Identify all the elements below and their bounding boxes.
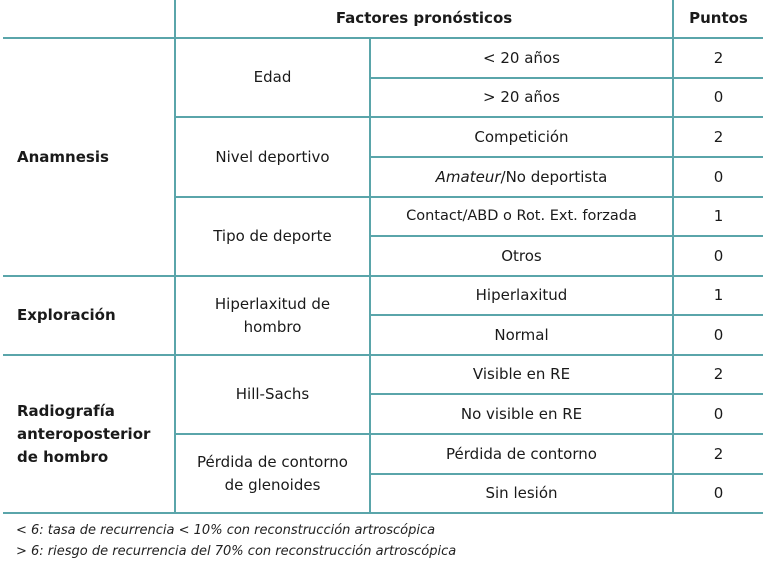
- factor-line: hombro: [243, 317, 302, 336]
- section-anamnesis: Anamnesis: [17, 147, 109, 166]
- option-points: 0: [713, 88, 724, 106]
- section-line: de hombro: [17, 447, 109, 466]
- option-label: Sin lesión: [485, 484, 558, 502]
- section-radiografia: [3, 356, 174, 512]
- option-points: 0: [713, 167, 724, 186]
- option-label: No visible en RE: [460, 404, 583, 423]
- section-exploracion: Exploración: [17, 306, 116, 324]
- option-label: Contact/ABD o Rot. Ext. forzada: [406, 208, 637, 224]
- option-label-rest: /No deportista: [500, 167, 608, 186]
- option-label: Normal: [494, 325, 549, 344]
- option-points: 1: [713, 286, 724, 304]
- option-points: 0: [713, 404, 724, 423]
- header-points: Puntos: [689, 9, 748, 27]
- footnote-high-score: > 6: riesgo de recurrencia del 70% con reconstrucción artroscópica: [16, 544, 457, 559]
- option-label: Competición: [474, 127, 569, 146]
- factor-line: Hiperlaxitud de: [214, 294, 331, 313]
- factor-hill-sachs: Hill-Sachs: [235, 385, 310, 403]
- option-label: Otros: [501, 246, 542, 265]
- factor-tipo-deporte: Tipo de deporte: [213, 227, 332, 245]
- footnote-low-score: < 6: tasa de recurrencia < 10% con reconstrucción artroscópica: [16, 523, 436, 538]
- rule-table-bottom: [3, 512, 763, 514]
- option-points: 2: [713, 365, 724, 383]
- factor-line: de glenoides: [224, 475, 321, 494]
- section-line: Radiografía: [17, 401, 115, 420]
- option-points: 0: [713, 484, 724, 502]
- option-label: Pérdida de contorno: [446, 444, 597, 463]
- option-points: 2: [713, 444, 724, 463]
- factor-edad: Edad: [253, 68, 292, 86]
- factor-hiperlaxitud: [176, 277, 369, 354]
- factor-nivel-deportivo: Nivel deportivo: [215, 147, 330, 166]
- option-points: 2: [713, 127, 724, 146]
- option-label-italic: Amateur: [435, 167, 501, 186]
- factor-perdida-glenoides: [176, 435, 369, 512]
- option-label: Hiperlaxitud: [475, 286, 568, 304]
- option-points: 2: [713, 48, 724, 67]
- factor-line: Pérdida de contorno: [197, 452, 348, 471]
- option-label: Visible en RE: [472, 365, 571, 383]
- section-line: anteroposterior: [17, 424, 151, 443]
- option-points: 1: [713, 207, 724, 225]
- option-label: [371, 158, 672, 196]
- header-factors: Factores pronósticos: [335, 9, 513, 27]
- option-label: < 20 años: [483, 48, 560, 67]
- option-points: 0: [713, 325, 724, 344]
- option-points: 0: [713, 246, 724, 265]
- option-label: > 20 años: [483, 88, 560, 106]
